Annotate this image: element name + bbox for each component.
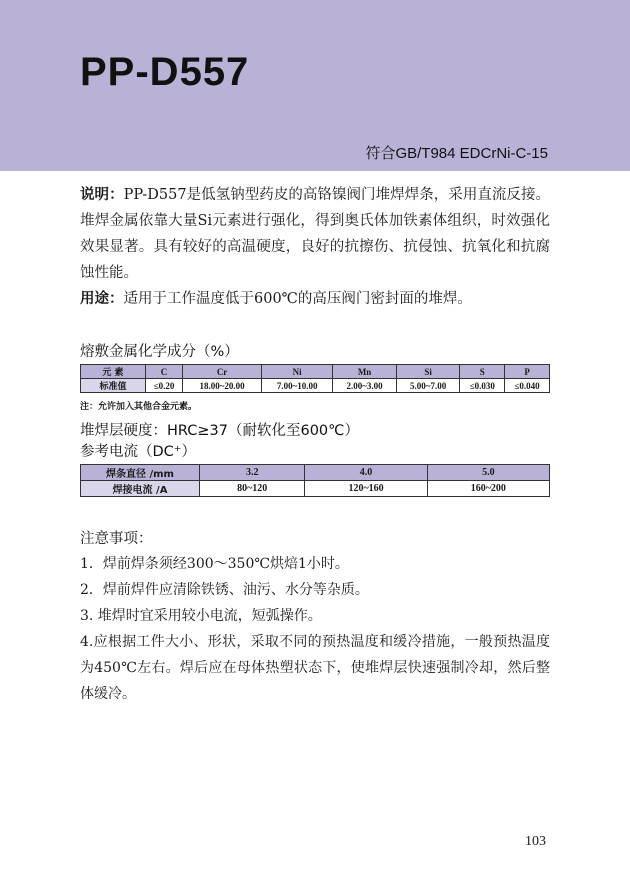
standard-reference: 符合GB/T984 EDCrNi-C-15 [365,145,548,162]
standard-value-label: 标准值 [81,379,146,393]
value-cell: 18.00~20.00 [183,379,262,393]
list-item: 1．焊前焊条须经300～350℃烘焙1小时。 [80,556,349,572]
value-cell: 7.00~10.00 [262,379,333,393]
diameter-cell: 4.0 [305,465,427,481]
element-cell: C [146,365,183,379]
usage-text: 适用于工作温度低于600℃的高压阀门密封面的堆焊。 [123,291,472,307]
value-cell: ≤0.030 [460,379,505,393]
diameter-cell: 3.2 [200,465,305,481]
composition-value-row [81,379,550,393]
element-cell: Si [396,365,460,379]
composition-header-row [81,365,550,379]
notes-title: 注意事项： [80,531,153,547]
list-item: 2．焊前焊件应清除铁锈、油污、水分等杂质。 [80,582,369,598]
current-table [80,464,550,497]
composition-table [80,364,550,393]
description-label: 说明： [80,187,124,203]
current-cell: 120~160 [305,481,427,497]
header-band [0,0,630,171]
hardness-line: 堆焊层硬度：HRC≥37（耐软化至600℃） [80,423,359,439]
diameter-cell: 5.0 [427,465,549,481]
current-cell: 80~120 [200,481,305,497]
element-cell: Mn [333,365,397,379]
element-cell: P [505,365,550,379]
element-cell: S [460,365,505,379]
diameter-label: 焊条直径 /mm [81,465,200,481]
current-row [81,481,550,497]
current-title: 参考电流（DC⁺） [80,444,196,460]
list-item: 3. 堆焊时宜采用较小电流，短弧操作。 [80,608,322,624]
page-number: 103 [525,834,546,849]
current-cell: 160~200 [427,481,549,497]
value-cell: 5.00~7.00 [396,379,460,393]
usage-label: 用途： [80,291,124,307]
composition-note: 注：允许加入其他合金元素。 [80,402,198,412]
usage-paragraph [80,286,550,312]
element-cell: Cr [183,365,262,379]
element-cell: Ni [262,365,333,379]
diameter-row [81,465,550,481]
element-header-cell: 元 素 [81,365,146,379]
value-cell: ≤0.20 [146,379,183,393]
value-cell: ≤0.040 [505,379,550,393]
notes-list [80,551,550,707]
composition-title: 熔敷金属化学成分（%） [80,344,239,360]
value-cell: 2.00~3.00 [333,379,397,393]
description-paragraph [80,182,550,286]
current-label: 焊接电流 /A [81,481,200,497]
list-item: 4.应根据工件大小、形状，采取不同的预热温度和缓冷措施，一般预热温度为450℃左右。焊后应在母体热塑状态下，使堆焊层快速强制冷却，然后整体缓冷。 [80,634,550,702]
description-text: PP-D557是低氢钠型药皮的高铬镍阀门堆焊焊条，采用直流反接。堆焊金属依靠大量Si元素进行强化，得到奥氏体加铁素体组织，时效强化效果显著。具有较好的高温硬度，良好的抗擦伤、抗侵蚀、抗氧化和抗腐蚀性能。 [80,187,551,281]
product-code: PP-D557 [80,50,250,94]
